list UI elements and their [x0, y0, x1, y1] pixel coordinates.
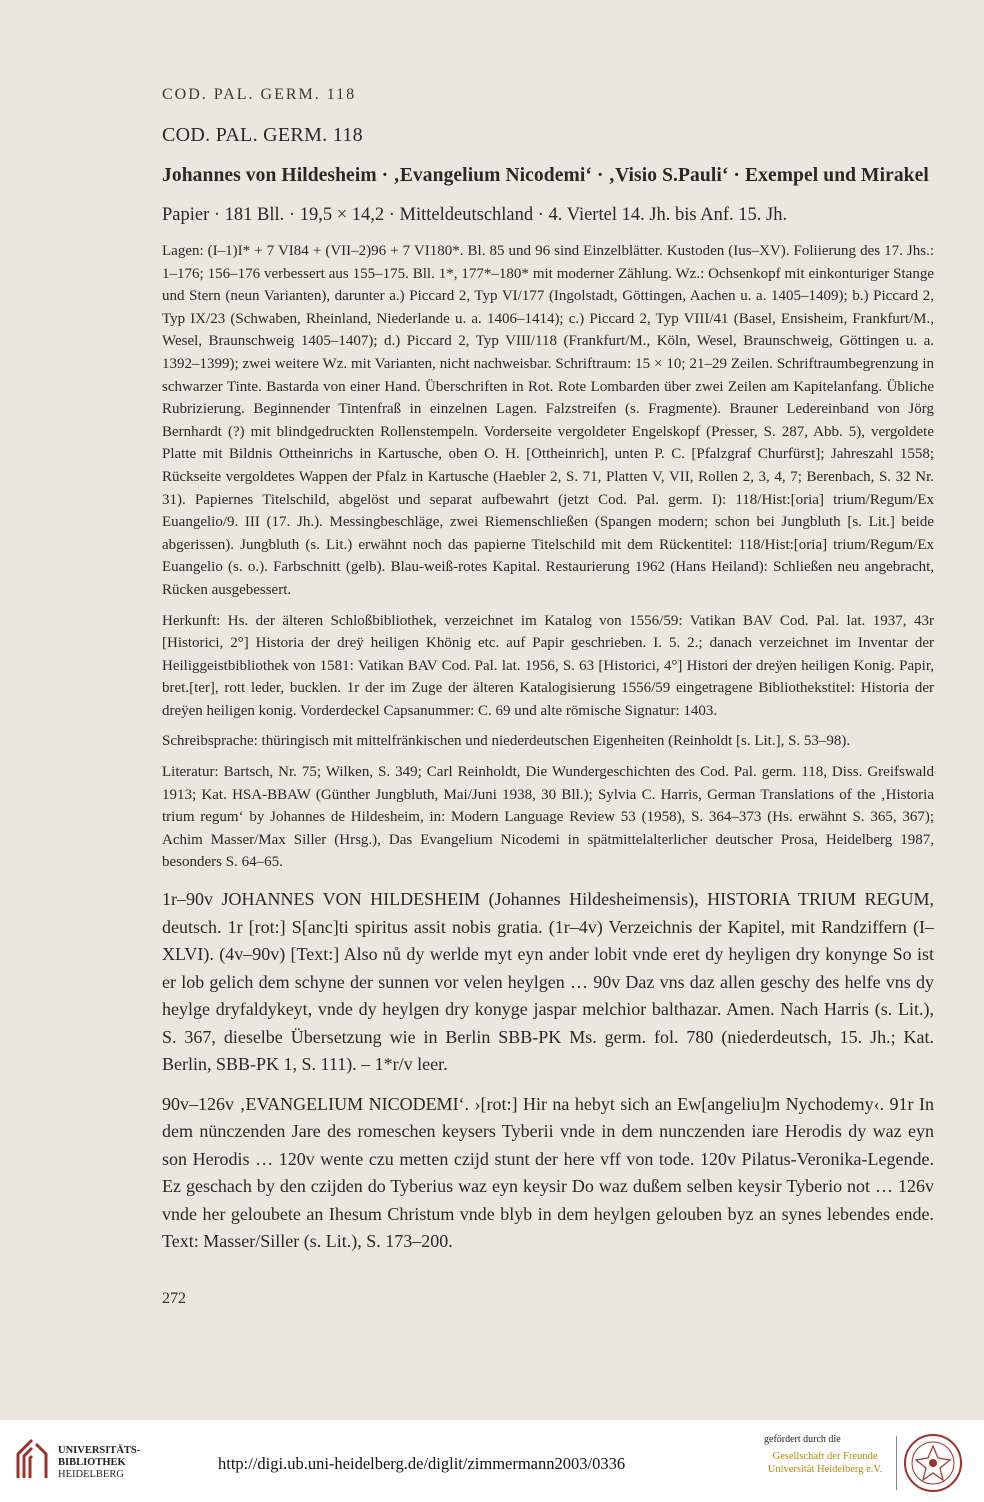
library-name-line1: UNIVERSITÄTS- [58, 1445, 141, 1456]
entry-historia-trium-regum: 1r–90v JOHANNES VON HILDESHEIM (Johannes Hildesheimensis), HISTORIA TRIUM REGUM, deutsch. 1r [rot:] S[anc]ti spiritus assit nobis gratia. (1r–4v) Verzeichnis der Kapitel, mit Randziffern (I–XLVI). (4v–90v) [Text:] Also nů dy werlde myt eyn ander lobit vnde eret dy heyligen dry konynge So ist er lob gelich dem schyne der sunnen vor velen heylgen … 90v Daz vns daz allen geschy des helfe vns dy heylge dryfaldykeyt, vnde dy heylgen dry konyge jaspar melchior balthazar. Amen. Nach Harris (s. Lit.), S. 367, dieselbe Übersetzung wie in Berlin SBB-PK Ms. germ. fol. 780 (niederdeutsch, 15. Jh.; Kat. Berlin, SBB-PK 1, S. 111). – 1*r/v leer. [162, 889, 934, 1075]
sponsor-name-line1: Gesellschaft der Freunde [772, 1451, 878, 1462]
contents-section [162, 886, 934, 1256]
library-name [58, 1445, 140, 1481]
library-name-line2: BIBLIOTHEK [58, 1457, 126, 1468]
permalink-url[interactable]: http://digi.ub.uni-heidelberg.de/diglit/zimmermann2003/0336 [218, 1454, 626, 1473]
library-name-line3: HEIDELBERG [58, 1469, 124, 1480]
paragraph-literatur: Literatur: Bartsch, Nr. 75; Wilken, S. 349; Carl Reinholdt, Die Wundergeschichten des Cod. Pal. germ. 118, Diss. Greifswald 1913; Kat. HSA-BBAW (Günther Jungbluth, Mai/Juni 1938, 30 Bll.); Sylvia C. Harris, German Translations of the ‚Historia trium regum‘ by Johannes de Hildesheim, in: Modern Language Review 53 (1958), S. 364–373 (Hs. erwähnt S. 365, 367); Achim Masser/Max Siller (Hrsg.), Das Evangelium Nicodemi in spätmittelalterlicher deutscher Prosa, Heidelberg 1987, besonders S. 64–65. [162, 764, 934, 871]
entry-evangelium-nicodemi: 90v–126v ‚EVANGELIUM NICODEMI‘. ›[rot:] Hir na hebyt sich an Ew[angeliu]m Nychodemy‹. 91r In dem nünczenden Jare des romeschen keysers Tyberii vnde in dem nunczenden iare Herodis dy waz eyn son Herodis … 120v wente czu metten czijd stunt der here vff von tode. 120v Pilatus-Veronika-Legende. Ez geschach by den czijden do Tyberius waz eyn keysir Do waz dußem selben keysir Tyberio not … 126v vnde her geloubete an Ihesum Christum vnde blyb in dem heylgen gelouben byz an synes lebendes ende. Text: Masser/Siller (s. Lit.), S. 173–200. [162, 1093, 934, 1252]
footer-divider [896, 1436, 897, 1490]
page-number: 272 [162, 1290, 186, 1307]
paragraph-lagen: Lagen: (I–1)I* + 7 VI84 + (VII–2)96 + 7 VI180*. Bl. 85 und 96 sind Einzelblätter. Kustoden (Ius–XV). Foliierung des 17. Jhs.: 1–176; 156–176 verbessert aus 155–175. Bll. 1*, 177*–180* mit moderner Zählung. Wz.: Ochsenkopf mit einkonturiger Stange und Stern (neun Varianten), darunter a.) Piccard 2, Typ VI/177 (Ingolstadt, Göttingen, Aachen u. a. 1405–1409); b.) Piccard 2, Typ IX/23 (Schwaben, Rheinland, Niederlande u. a. 1406–1414); c.) Piccard 2, Typ VIII/41 (Basel, Ensisheim, Frankfurt/M., Wesel, Braunschweig 1405–1407); d.) Piccard 2, Typ VIII/118 (Frankfurt/M., Köln, Wesel, Braunschweig, Göttingen u. a. 1392–1399); zwei weitere Wz. mit Varianten, nicht nachweisbar. Schriftraum: 15 × 10; 21–29 Zeilen. Schriftraumbegrenzung in schwarzer Tinte. Bastarda von einer Hand. Überschriften in Rot. Rote Lombarden über zwei Zeilen am Kapitelanfang. Übliche Rubrizierung. Beginnender Tintenfraß in einzelnen Lagen. Falzstreifen (s. Fragmente). Brauner Ledereinband von Jörg Bernhardt (?) mit blindgedruckten Rollenstempeln. Vorderseite vergoldeter Engelskopf (Presser, S. 287, Abb. 5), vergoldete Platte mit Bildnis Ottheinrichs in Kartusche, oben O. H. [Ottheinrich], unten P. C. [Pfalzgraf Churfürst]; Jahreszahl 1558; Rückseite vergoldetes Wappen der Pfalz in Kartusche (Haebler 2, S. 71, Platten V, VII, Rollen 2, 3, 4, 7; Berenbach, S. 32 Nr. 31). Papiernes Titelschild, abgelöst und separat aufbewahrt (jetzt Cod. Pal. germ. I): 118/Hist:[oria] trium/Regum/Ex Euangelio/9. III (17. Jh.). Messingbeschläge, zwei Riemenschließen (Spangen modern; schon bei Jungbluth [s. Lit.] beide abgerissen). Jungbluth (s. Lit.) erwähnt noch das papierne Titelschild mit dem Rückentitel: 118/Hist:[oria] trium/Regum/Ex Euangelio (s. o.). Farbschnitt (gelb). Blau-weiß-rotes Kapital. Restaurierung 1962 (Hans Heiland): Schließen neu angebracht, Rücken ausgebessert. [162, 243, 934, 598]
university-seal-icon [902, 1432, 964, 1494]
sponsor-name-line2: Universität Heidelberg e.V. [767, 1464, 883, 1475]
sponsor-label: gefördert durch die [764, 1434, 841, 1445]
running-head: COD. PAL. GERM. 118 [162, 86, 357, 103]
physical-description: Papier · 181 Bll. · 19,5 × 14,2 · Mitteldeutschland · 4. Viertel 14. Jh. bis Anf. 15. Jh. [162, 205, 788, 225]
sponsor-name [760, 1450, 890, 1476]
description-section [162, 240, 934, 874]
library-logo-icon [12, 1436, 52, 1482]
work-title: Johannes von Hildesheim · ‚Evangelium Nicodemi‘ · ‚Visio S.Pauli‘ · Exempel und Mirakel [162, 165, 929, 186]
catalog-entry [162, 124, 934, 1268]
paragraph-herkunft: Herkunft: Hs. der älteren Schloßbibliothek, verzeichnet im Katalog von 1556/59: Vatikan BAV Cod. Pal. lat. 1937, 43r [Historici, 2°] Historia der dreÿ heiligen Khönig etc. auf Papir geschrieben. I. 5. 2.; danach verzeichnet im Inventar der Heiliggeistbibliothek von 1581: Vatikan BAV Cod. Pal. lat. 1956, S. 63 [Historici, 4°] Histori der dreÿen heiligen Konig. Papir, bret.[ter], rott leder, bucklen. 1r der im Zuge der älteren Katalogisierung 1556/59 eingetragene Bibliothekstitel: Historia der dreÿen heiligen konig. Vorderdeckel Capsanummer: C. 69 und alte römische Signatur: 1403. [162, 612, 934, 719]
paragraph-schreibsprache: Schreibsprache: thüringisch mit mittelfränkischen und niederdeutschen Eigenheiten (Reinholdt [s. Lit.], S. 53–98). [162, 733, 851, 750]
codex-title: COD. PAL. GERM. 118 [162, 124, 363, 146]
